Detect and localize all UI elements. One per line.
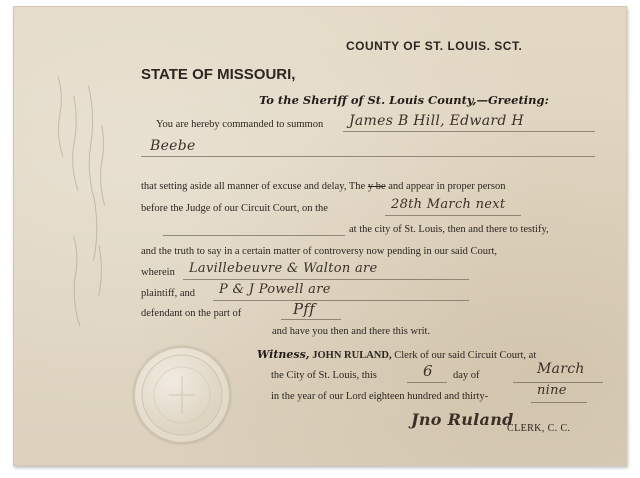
plaintiffs-names: Lavillebeuvre & Walton are [189, 261, 378, 276]
summoned-names-1: James B Hill, Edward H [349, 113, 524, 129]
margin-scrawl-icon [38, 65, 128, 368]
summoned-names-2: Beebe [150, 138, 196, 154]
party-abbrev: Pff [293, 300, 316, 318]
state-heading: STATE OF MISSOURI, [141, 66, 296, 83]
blank-rule [163, 235, 345, 236]
excuse-text: that setting aside all manner of excuse and delay, The [141, 181, 368, 192]
appearance-date: 28th March next [391, 197, 506, 212]
month-value: March [537, 361, 585, 377]
summon-prefix: You are hereby commanded to summon [156, 119, 324, 130]
defendants-rule [213, 300, 469, 301]
defendants-names: P & J Powell are [219, 282, 331, 297]
defendant-line: defendant on the part of [141, 308, 242, 319]
witness-rest: Clerk of our said Circuit Court, at [394, 350, 537, 361]
court-seal-icon [133, 346, 231, 444]
excuse-rest: and appear in proper person [385, 181, 506, 192]
day-rule [407, 382, 447, 383]
day-of-label: day of [453, 370, 480, 381]
year-suffix: nine [537, 383, 567, 398]
addressee-line: To the Sheriff of St. Louis County,—Greeting: [259, 93, 549, 107]
struck-text: y be [367, 181, 386, 192]
city-line: at the city of St. Louis, then and there to testify, [349, 224, 549, 235]
document-paper [13, 6, 627, 466]
and-label: , and [174, 288, 196, 299]
year-line: in the year of our Lord eighteen hundred and thirty- [271, 391, 489, 402]
writ-line: and have you then and there this writ. [272, 326, 431, 337]
plaintiff-line [141, 288, 195, 299]
witness-label: Witness, [257, 348, 310, 361]
date-rule [385, 215, 521, 216]
plaintiff-label: plaintiff [141, 288, 175, 299]
party-rule [281, 319, 341, 320]
plaintiffs-rule [183, 279, 469, 280]
year-rule [531, 402, 587, 403]
controversy-line: and the truth to say in a certain matter of controversy now pending in our said Court, [141, 246, 498, 257]
clerk-signature: Jno Ruland [411, 410, 514, 429]
clerk-title: CLERK, C. C. [507, 423, 571, 434]
judge-line: before the Judge of our Circuit Court, on the [141, 203, 328, 214]
witness-name: JOHN RULAND, [312, 350, 392, 361]
county-heading: COUNTY OF ST. LOUIS. SCT. [346, 39, 523, 53]
wherein-label: wherein [141, 267, 175, 278]
excuse-line [141, 181, 505, 192]
summon-rule-2 [141, 156, 595, 157]
summon-rule-1 [343, 131, 595, 132]
witness-line [257, 348, 536, 361]
day-value: 6 [423, 362, 433, 380]
city-date-line: the City of St. Louis, this [271, 370, 377, 381]
